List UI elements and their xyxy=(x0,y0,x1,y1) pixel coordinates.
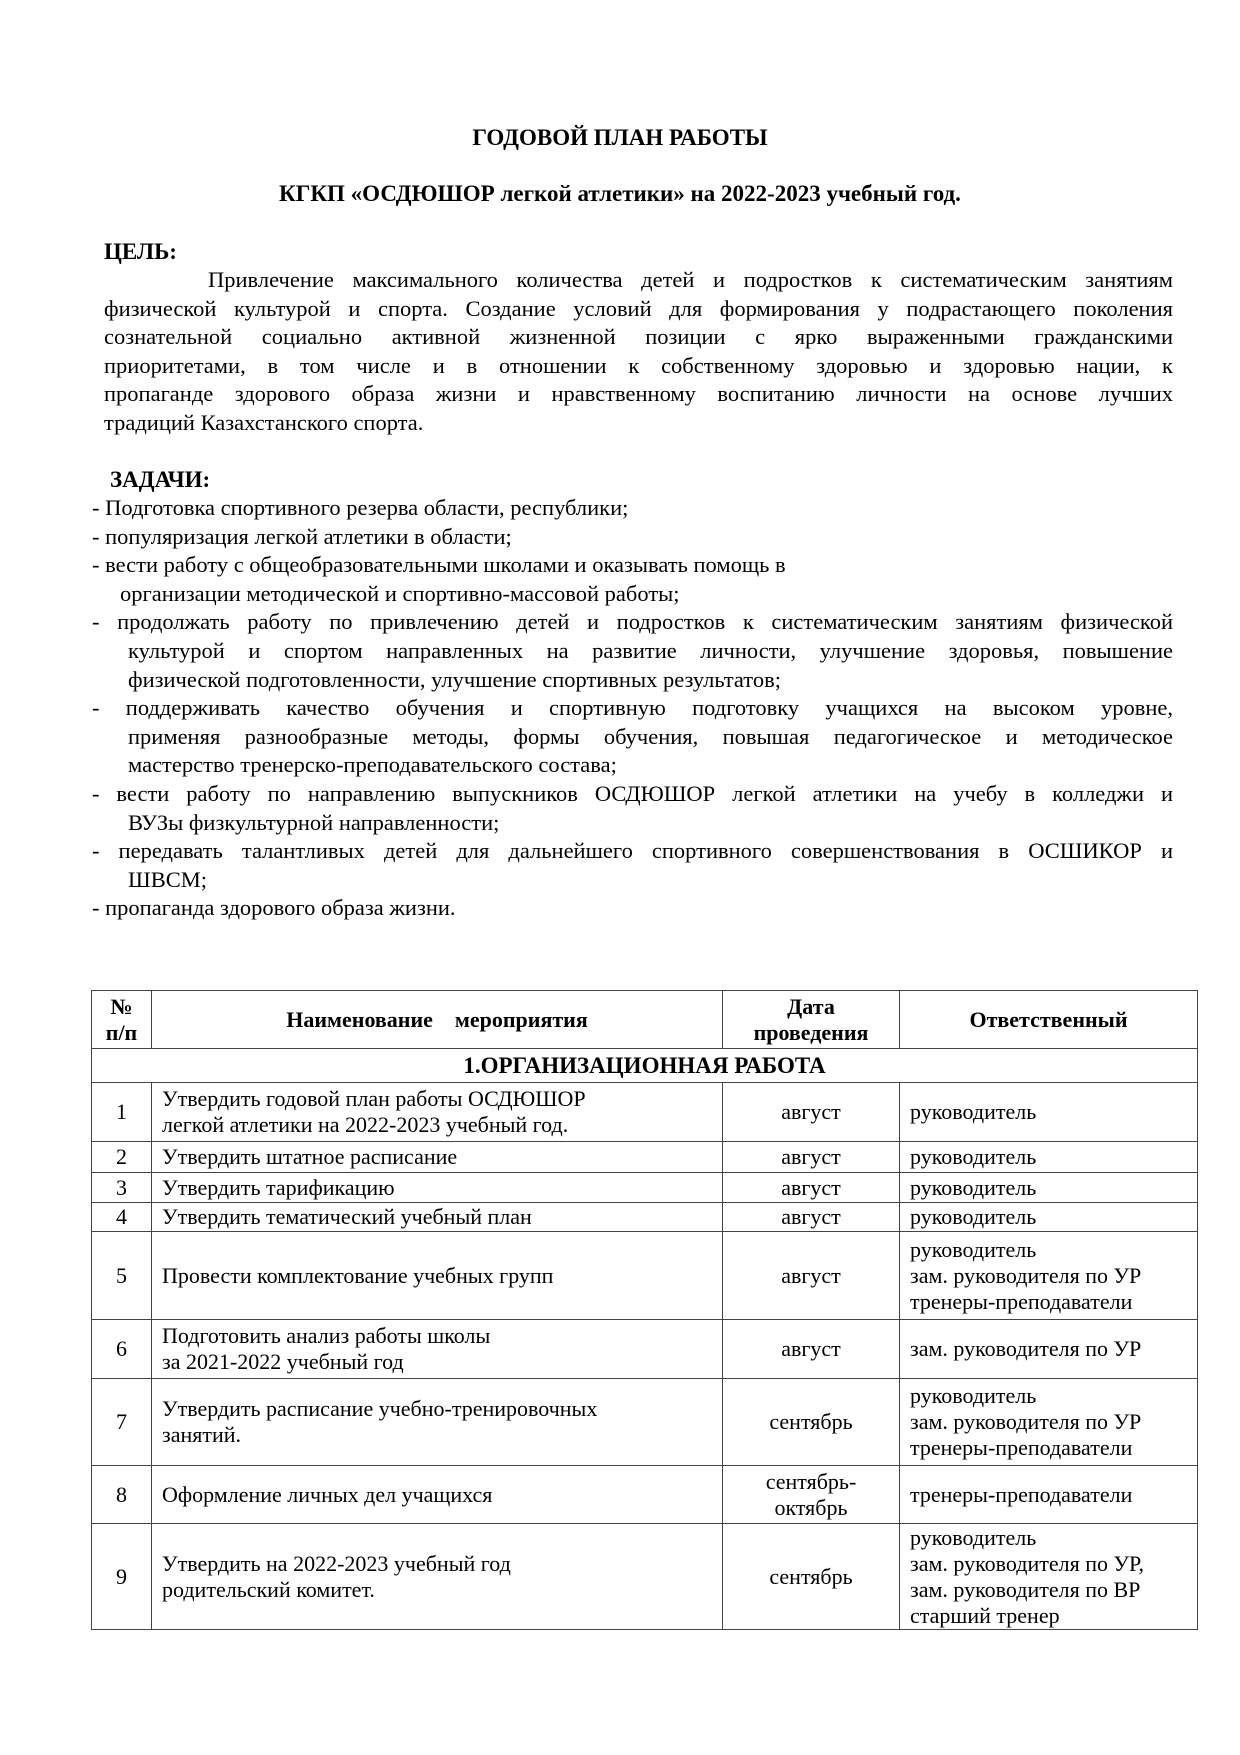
task-line: - поддерживать качество обучения и спортивную подготовку учащихся на высоком уровне, xyxy=(92,695,1173,721)
responsible-person xyxy=(900,1203,1198,1232)
table-row xyxy=(92,1524,1198,1630)
header-date-line: проведения xyxy=(753,1019,869,1045)
table-row xyxy=(92,1142,1198,1173)
header-responsible: Ответственный xyxy=(900,991,1198,1049)
event-name-line: родительский комитет. xyxy=(162,1576,375,1602)
task-line: ВУЗы физкультурной направленности; xyxy=(128,809,500,835)
task-line: организации методической и спортивно-массовой работы; xyxy=(120,580,680,606)
table-row xyxy=(92,1379,1198,1466)
task-line: - вести работу по направлению выпускников ОСДЮШОР легкой атлетики на учебу в колледжи и xyxy=(92,780,1173,806)
event-name-line: Утвердить тарификацию xyxy=(162,1174,395,1200)
task-line: - передавать талантливых детей для дальнейшего спортивного совершенствования в ОСШИКОР и xyxy=(92,838,1173,864)
event-name-line: легкой атлетики на 2022-2023 учебный год. xyxy=(162,1112,569,1137)
event-name xyxy=(152,1083,723,1142)
event-date-line: сентябрь- xyxy=(765,1468,857,1494)
event-date xyxy=(723,1524,900,1630)
row-number: 8 xyxy=(92,1466,152,1524)
row-number: 2 xyxy=(92,1142,152,1173)
event-date-line: август xyxy=(781,1262,841,1288)
header-number xyxy=(92,991,152,1049)
work-plan-table xyxy=(91,990,1198,1630)
event-date xyxy=(723,1379,900,1466)
table-row xyxy=(92,1232,1198,1320)
event-name xyxy=(152,1379,723,1466)
task-line: - пропаганда здорового образа жизни. xyxy=(92,895,456,921)
section-row xyxy=(92,1049,1198,1083)
table-row xyxy=(92,1083,1198,1142)
goal-line: приоритетами, в том числе и в отношении к собственному здоровью и здоровью нации, к xyxy=(104,352,1173,378)
task-line: - продолжать работу по привлечению детей и подростков к систематическим занятиям физической xyxy=(92,609,1173,635)
event-date xyxy=(723,1466,900,1524)
event-date xyxy=(723,1083,900,1142)
responsible-person-line: зам. руководителя по УР xyxy=(910,1262,1142,1288)
event-name-line: занятий. xyxy=(162,1422,242,1447)
responsible-person xyxy=(900,1524,1198,1630)
table-row xyxy=(92,1466,1198,1524)
event-date-line: август xyxy=(781,1336,841,1361)
responsible-person-line: руководитель xyxy=(910,1524,1037,1550)
event-date xyxy=(723,1320,900,1379)
event-name-line: Оформление личных дел учащихся xyxy=(162,1481,493,1507)
responsible-person-line: руководитель xyxy=(910,1174,1037,1200)
event-date xyxy=(723,1203,900,1232)
responsible-person-line: руководитель xyxy=(910,1236,1037,1262)
responsible-person xyxy=(900,1320,1198,1379)
event-date-line: сентябрь xyxy=(769,1563,853,1589)
event-name xyxy=(152,1173,723,1203)
row-number: 7 xyxy=(92,1379,152,1466)
event-name-line: Утвердить на 2022-2023 учебный год xyxy=(162,1550,511,1576)
event-date xyxy=(723,1232,900,1320)
task-line: - популяризация легкой атлетики в области; xyxy=(92,523,512,549)
section-title: 1.ОРГАНИЗАЦИОННАЯ РАБОТА xyxy=(92,1049,1198,1083)
goal-line: физической культурой и спорта. Создание условий для формирования у подрастающего поколения xyxy=(104,295,1173,321)
row-number: 6 xyxy=(92,1320,152,1379)
responsible-person-line: руководитель xyxy=(910,1204,1037,1229)
row-number: 5 xyxy=(92,1232,152,1320)
responsible-person xyxy=(900,1142,1198,1173)
event-date xyxy=(723,1173,900,1203)
event-date-line: август xyxy=(781,1174,841,1200)
table-header-row xyxy=(92,991,1198,1049)
row-number: 4 xyxy=(92,1203,152,1232)
responsible-person xyxy=(900,1379,1198,1466)
document-subtitle: КГКП «ОСДЮШОР легкой атлетики» на 2022-2023 учебный год. xyxy=(279,181,961,206)
event-date xyxy=(723,1142,900,1173)
task-line: мастерство тренерско-преподавательского состава; xyxy=(128,752,617,778)
responsible-person-line: зам. руководителя по УР, xyxy=(910,1550,1145,1576)
header-number-line: п/п xyxy=(105,1019,138,1045)
event-name xyxy=(152,1466,723,1524)
responsible-person-line: руководитель xyxy=(910,1383,1037,1408)
responsible-person xyxy=(900,1173,1198,1203)
task-line: физической подготовленности, улучшение спортивных результатов; xyxy=(128,666,781,692)
responsible-person-line: руководитель xyxy=(910,1144,1037,1169)
tasks-label: ЗАДАЧИ: xyxy=(110,467,211,492)
responsible-person-line: тренеры-преподаватели xyxy=(910,1435,1133,1460)
event-name xyxy=(152,1524,723,1630)
event-name-line: Утвердить тематический учебный план xyxy=(162,1204,532,1229)
header-date-line: Дата xyxy=(787,993,835,1019)
responsible-person xyxy=(900,1083,1198,1142)
event-name xyxy=(152,1203,723,1232)
header-date xyxy=(723,991,900,1049)
header-event-name: Наименование мероприятия xyxy=(152,991,723,1049)
row-number: 3 xyxy=(92,1173,152,1203)
goal-label: ЦЕЛЬ: xyxy=(104,239,177,264)
event-name-line: Провести комплектование учебных групп xyxy=(162,1262,554,1288)
event-name-line: Утвердить расписание учебно-тренировочных xyxy=(162,1396,598,1421)
responsible-person-line: тренеры-преподаватели xyxy=(910,1288,1133,1314)
row-number: 9 xyxy=(92,1524,152,1630)
event-name xyxy=(152,1320,723,1379)
event-name xyxy=(152,1142,723,1173)
row-number: 1 xyxy=(92,1083,152,1142)
goal-paragraph xyxy=(104,266,1173,438)
header-number-line: № xyxy=(110,993,133,1019)
responsible-person-line: зам. руководителя по УР xyxy=(910,1336,1142,1361)
event-date-line: август xyxy=(781,1204,841,1229)
responsible-person-line: старший тренер xyxy=(910,1602,1060,1628)
task-line: - вести работу с общеобразовательными школами и оказывать помощь в xyxy=(92,552,786,578)
event-date-line: сентябрь xyxy=(769,1409,853,1434)
event-name-line: Подготовить анализ работы школы xyxy=(162,1323,491,1348)
task-line: - Подготовка спортивного резерва области, республики; xyxy=(92,495,629,520)
responsible-person xyxy=(900,1466,1198,1524)
goal-line: Привлечение максимального количества детей и подростков к систематическим занятиям xyxy=(208,267,1173,292)
task-line: культурой и спортом направленных на развитие личности, улучшение здоровья, повышение xyxy=(128,637,1173,663)
table-row xyxy=(92,1320,1198,1379)
task-line: применяя разнообразные методы, формы обучения, повышая педагогическое и методическое xyxy=(128,723,1173,749)
event-name xyxy=(152,1232,723,1320)
event-date-line: август xyxy=(781,1099,841,1124)
responsible-person-line: зам. руководителя по УР xyxy=(910,1409,1142,1434)
responsible-person-line: зам. руководителя по ВР xyxy=(910,1576,1141,1602)
responsible-person-line: тренеры-преподаватели xyxy=(910,1481,1133,1507)
event-date-line: октябрь xyxy=(774,1494,848,1520)
responsible-person-line: руководитель xyxy=(910,1099,1037,1124)
event-date-line: август xyxy=(781,1144,841,1169)
goal-line: традиций Казахстанского спорта. xyxy=(104,409,424,435)
event-name-line: Утвердить штатное расписание xyxy=(162,1144,458,1169)
event-name-line: Утвердить годовой план работы ОСДЮШОР xyxy=(162,1086,586,1111)
goal-line: пропаганде здорового образа жизни и нравственному воспитанию личности на основе лучших xyxy=(104,381,1173,407)
table-row xyxy=(92,1203,1198,1232)
document-title: ГОДОВОЙ ПЛАН РАБОТЫ xyxy=(472,125,768,150)
event-name-line: за 2021-2022 учебный год xyxy=(162,1349,404,1374)
responsible-person xyxy=(900,1232,1198,1320)
goal-line: сознательной социально активной жизненной позиции с ярко выраженными гражданскими xyxy=(104,324,1173,350)
task-line: ШВСМ; xyxy=(128,866,207,892)
table-row xyxy=(92,1173,1198,1203)
tasks-list xyxy=(92,494,1173,923)
